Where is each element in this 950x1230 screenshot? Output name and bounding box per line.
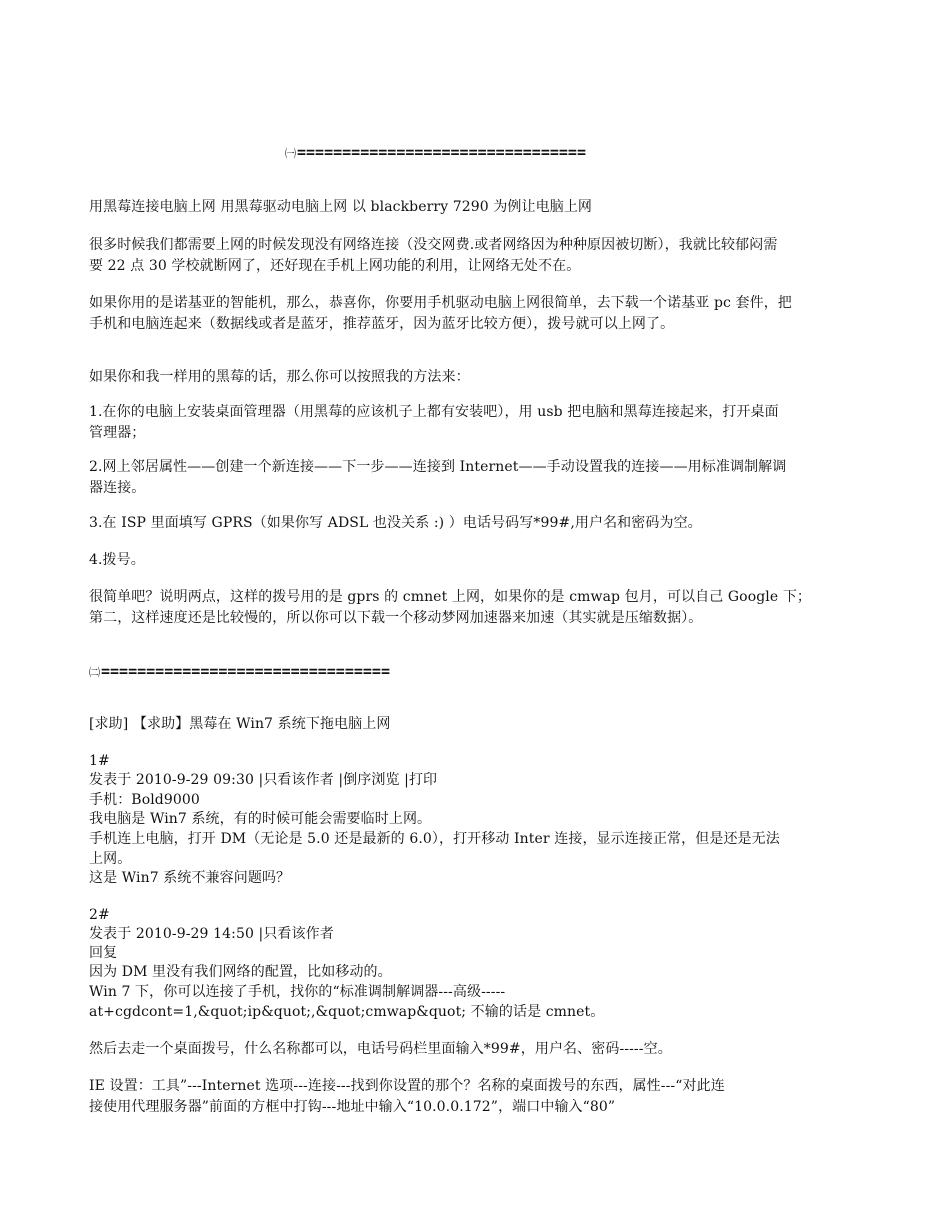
post-1-line-2: 我电脑是 Win7 系统，有的时候可能会需要临时上网。 <box>89 811 432 827</box>
post-1-floor: 1# <box>89 753 110 769</box>
post-2-floor: 2# <box>89 907 110 923</box>
section-1-rule: ================================ <box>297 143 586 161</box>
article-title: 用黑莓连接电脑上网 用黑莓驱动电脑上网 以 blackberry 7290 为例让电脑上网 <box>89 199 593 215</box>
post-2-line-2: 因为 DM 里没有我们网络的配置，比如移动的。 <box>89 964 392 980</box>
section-2-number: ㈡ <box>89 666 100 679</box>
step-1-line-1: 1.在你的电脑上安装桌面管理器（用黑莓的应该机子上都有安装吧），用 usb 把电脑和黑莓连接起来，打开桌面 <box>89 404 779 420</box>
step-4: 4.拨号。 <box>89 552 145 568</box>
post-2-line-7: 接使用代理服务器”前面的方框中打钩---地址中输入“10.0.0.172”，端口中输入“80” <box>89 1099 616 1115</box>
post-1-line-5: 这是 Win7 系统不兼容问题吗？ <box>89 870 291 886</box>
post-2-line-3: Win 7 下，你可以连接了手机，找你的“标准调制解调器---高级----- <box>89 984 506 1000</box>
section-1-heading <box>285 142 586 164</box>
paragraph-1-line-2: 要 22 点 30 学校就断网了，还好现在手机上网功能的利用，让网络无处不在。 <box>89 258 581 274</box>
paragraph-2-line-1: 如果你用的是诺基亚的智能机，那么，恭喜你，你要用手机驱动电脑上网很简单，去下载一个诺基亚 pc 套件，把 <box>89 295 792 311</box>
post-1-meta: 发表于 2010-9-29 09:30 |只看该作者 |倒序浏览 |打印 <box>89 772 438 788</box>
post-2-meta: 发表于 2010-9-29 14:50 |只看该作者 <box>89 926 334 942</box>
post-1-line-3: 手机连上电脑，打开 DM（无论是 5.0 还是最新的 6.0），打开移动 Inter 连接，显示连接正常，但是还是无法 <box>89 831 780 847</box>
paragraph-1-line-1: 很多时候我们都需要上网的时候发现没有网络连接（没交网费.或者网络因为种种原因被切断），我就比较郁闷需 <box>89 237 778 253</box>
post-2-line-4: at+cgdcont=1,&quot;ip&quot;,&quot;cmwap&quot; 不输的话是 cmnet。 <box>89 1004 605 1020</box>
section-1-number: ㈠ <box>285 147 296 160</box>
step-2-line-2: 器连接。 <box>89 480 146 496</box>
step-3: 3.在 ISP 里面填写 GPRS（如果你写 ADSL 也没关系 :) ）电话号码写*99#,用户名和密码为空。 <box>89 515 702 531</box>
post-2-line-5: 然后去走一个桌面拨号，什么名称都可以，电话号码栏里面输入*99#，用户名、密码-----空。 <box>89 1041 672 1057</box>
post-2-line-6: IE 设置：工具”---Internet 选项---连接---找到你设置的那个？名称的桌面拨号的东西，属性---“对此连 <box>89 1078 725 1094</box>
post-1-line-4: 上网。 <box>89 851 132 867</box>
paragraph-4-line-2: 第二，这样速度还是比较慢的，所以你可以下载一个移动梦网加速器来加速（其实就是压缩数据）。 <box>89 610 703 626</box>
paragraph-3: 如果你和我一样用的黑莓的话，那么你可以按照我的方法来： <box>89 369 470 385</box>
post-2-line-1: 回复 <box>89 945 118 961</box>
section-2-rule: ================================ <box>101 662 390 680</box>
step-2-line-1: 2.网上邻居属性——创建一个新连接——下一步——连接到 Internet——手动设置我的连接——用标准调制解调 <box>89 459 787 475</box>
post-1-line-1: 手机：Bold9000 <box>89 792 200 808</box>
paragraph-4-line-1: 很简单吧？说明两点，这样的拨号用的是 gprs 的 cmnet 上网，如果你的是 cmwap 包月，可以自己 Google 下； <box>89 589 812 605</box>
section-2-heading <box>89 661 390 683</box>
step-1-line-2: 管理器； <box>89 425 146 441</box>
paragraph-2-line-2: 手机和电脑连起来（数据线或者是蓝牙，推荐蓝牙，因为蓝牙比较方便），拨号就可以上网了。 <box>89 316 675 332</box>
thread-title: [求助] 【求助】黑莓在 Win7 系统下拖电脑上网 <box>89 716 391 732</box>
